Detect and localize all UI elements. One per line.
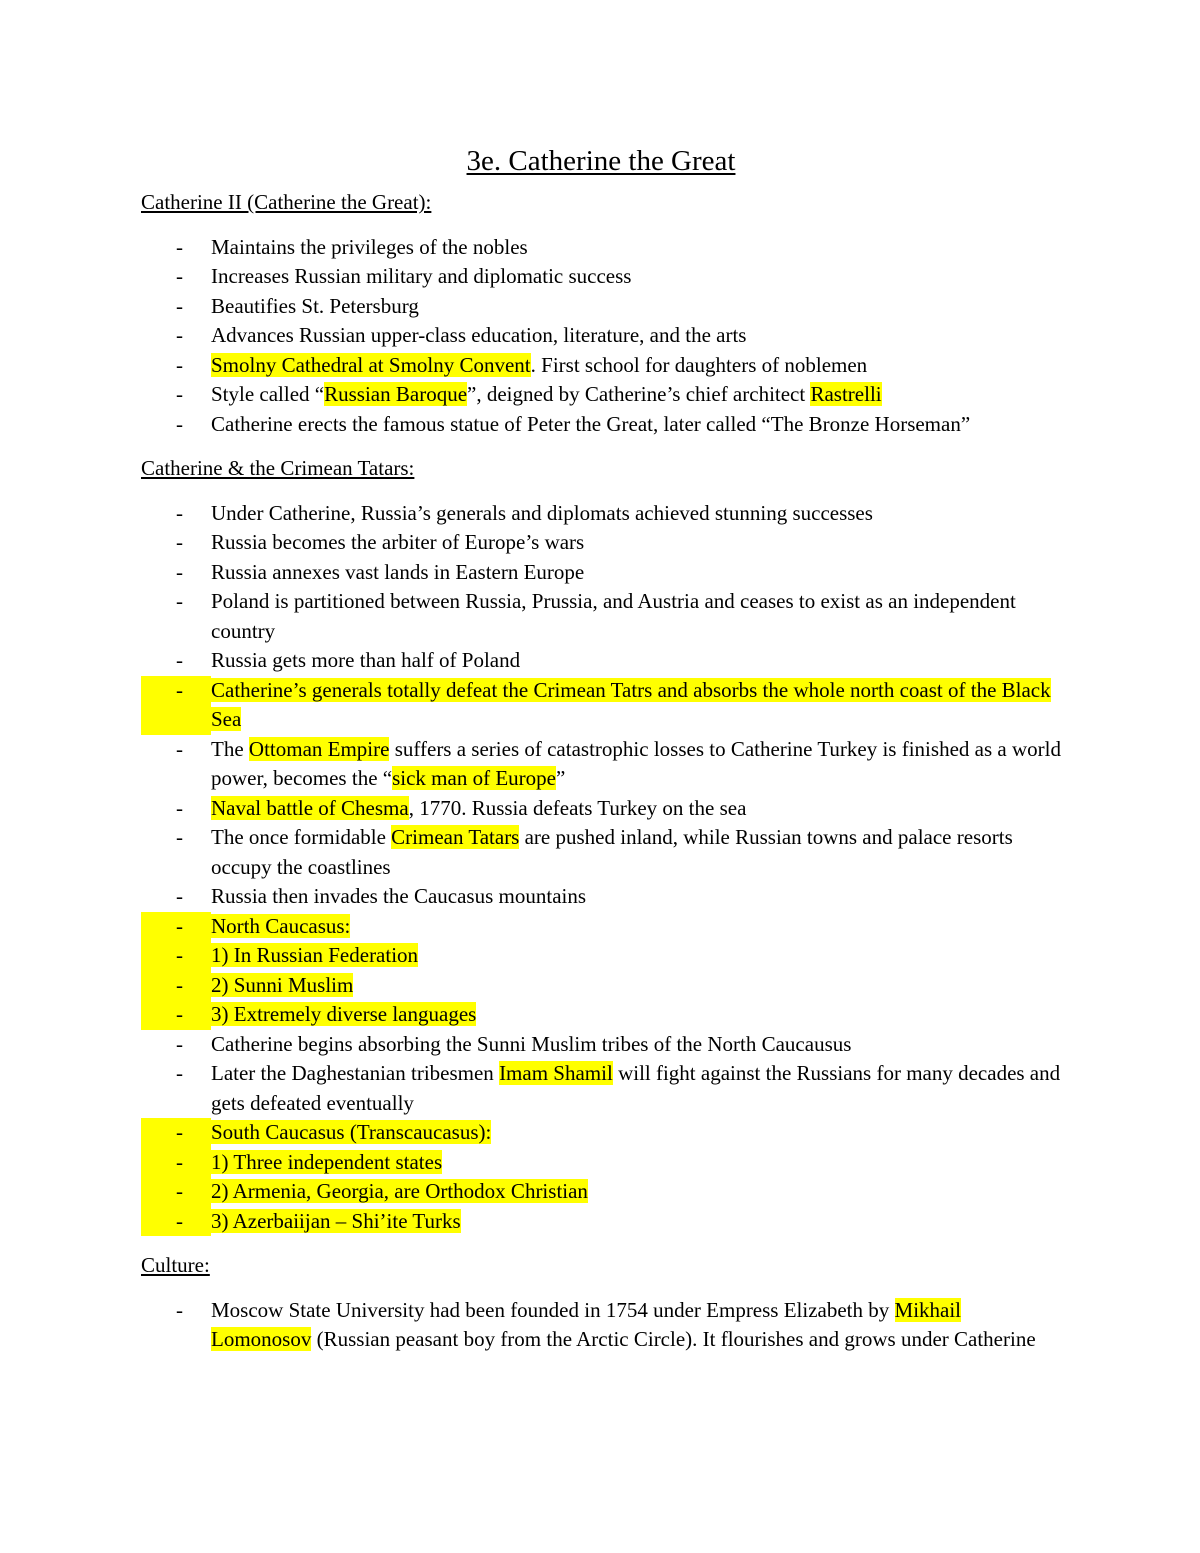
text-segment: Poland is partitioned between Russia, Prussia, and Austria and ceases to exist as an independent country <box>211 589 1016 643</box>
list-item-text <box>211 292 1061 322</box>
text-segment: Style called “ <box>211 382 325 406</box>
document-title: 3e. Catherine the Great <box>466 145 736 177</box>
text-segment: Later the Daghestanian tribesmen <box>211 1061 500 1085</box>
bullet-dash-icon: - <box>176 1031 183 1056</box>
list-item-text <box>211 321 1061 351</box>
bullet-dash-icon: - <box>176 589 183 613</box>
highlighted-text: 1) Three independent states <box>211 1149 443 1174</box>
list-item-text <box>211 823 1061 882</box>
bullet-list <box>141 499 1061 1237</box>
bullet-dash-icon: - <box>176 884 183 908</box>
text-segment: will fight against the Russians for many decades and gets defeated eventually <box>211 1061 1061 1115</box>
bullet-dash-icon: - <box>141 1148 211 1178</box>
text-segment: Russia annexes vast lands in Eastern Europe <box>211 559 585 584</box>
list-item <box>141 735 1061 794</box>
text-segment: ” <box>555 766 566 790</box>
sections-container <box>141 188 1061 1355</box>
bullet-dash-icon: - <box>176 234 183 259</box>
text-segment: Moscow State University had been founded in 1754 under Empress Elizabeth by <box>211 1297 895 1322</box>
text-segment: (Russian peasant boy from the Arctic Circle). It flourishes and grows under Catherine <box>311 1327 1036 1351</box>
list-item-text <box>211 1148 1061 1178</box>
list-item <box>141 971 1061 1001</box>
list-item <box>141 823 1061 882</box>
bullet-dash-icon: - <box>141 676 211 735</box>
list-item-text <box>211 587 1061 646</box>
bullet-dash-icon: - <box>176 411 183 436</box>
highlighted-text: Crimean Tatars <box>391 825 520 849</box>
bullet-dash-icon: - <box>141 1118 211 1148</box>
list-item <box>141 587 1061 646</box>
list-item-text <box>211 941 1061 971</box>
list-item <box>141 380 1061 410</box>
bullet-dash-icon: - <box>141 1177 211 1207</box>
section-heading: Catherine & the Crimean Tatars: <box>141 456 415 480</box>
text-segment: Russia becomes the arbiter of Europe’s wars <box>211 530 585 554</box>
bullet-dash-icon: - <box>141 971 211 1001</box>
list-item-text <box>211 735 1061 794</box>
list-item-text <box>211 676 1061 735</box>
list-item <box>141 1148 1061 1178</box>
highlighted-text: North Caucasus: <box>211 913 351 938</box>
list-item-text <box>211 1177 1061 1207</box>
list-item-text <box>211 1118 1061 1148</box>
highlighted-text: 3) Extremely diverse languages <box>211 1002 477 1026</box>
bullet-dash-icon: - <box>141 1207 211 1237</box>
list-item-text <box>211 558 1061 588</box>
list-item <box>141 262 1061 292</box>
text-segment: Beautifies St. Petersburg <box>211 293 419 318</box>
list-item-text <box>211 351 1061 381</box>
list-item-text <box>211 912 1061 942</box>
bullet-dash-icon: - <box>176 795 183 820</box>
bullet-dash-icon: - <box>176 352 183 377</box>
list-item-text <box>211 882 1061 912</box>
bullet-dash-icon: - <box>176 648 183 672</box>
bullet-dash-icon: - <box>176 736 183 761</box>
text-segment: The once formidable <box>211 825 392 849</box>
section <box>141 454 1061 1236</box>
highlighted-text: South Caucasus (Transcaucasus): <box>211 1120 492 1144</box>
list-item-text <box>211 233 1061 263</box>
section <box>141 188 1061 439</box>
highlighted-text: Mikhail Lomonosov <box>211 1297 962 1351</box>
list-item-text <box>211 794 1061 824</box>
list-item <box>141 1296 1061 1355</box>
bullet-dash-icon: - <box>141 912 211 942</box>
list-item-text <box>211 1030 1061 1060</box>
bullet-dash-icon: - <box>176 1297 183 1322</box>
text-segment: Maintains the privileges of the nobles <box>211 234 528 259</box>
list-item <box>141 499 1061 529</box>
highlighted-text: Imam Shamil <box>499 1061 613 1085</box>
list-item <box>141 882 1061 912</box>
bullet-dash-icon: - <box>141 1000 211 1030</box>
bullet-dash-icon: - <box>176 323 183 347</box>
list-item <box>141 410 1061 440</box>
section <box>141 1251 1061 1355</box>
highlighted-text: 2) Sunni Muslim <box>211 972 354 997</box>
highlighted-text: Ottoman Empire <box>248 736 390 761</box>
text-segment: Catherine erects the famous statue of Peter the Great, later called “The Bronze Horseman” <box>211 411 971 436</box>
list-item <box>141 1177 1061 1207</box>
bullet-dash-icon: - <box>176 264 183 288</box>
bullet-list <box>141 1296 1061 1355</box>
list-item <box>141 233 1061 263</box>
document-body <box>141 142 1061 1370</box>
text-segment: . First school for daughters of noblemen <box>530 352 868 377</box>
list-item <box>141 912 1061 942</box>
highlighted-text: sick man of Europe <box>392 766 556 790</box>
section-heading: Catherine II (Catherine the Great): <box>141 190 432 214</box>
text-segment: suffers a series of catastrophic losses to Catherine Turkey is finished as a world power, becomes the “ <box>211 736 1061 790</box>
list-item <box>141 292 1061 322</box>
list-item <box>141 794 1061 824</box>
text-segment: , 1770. Russia defeats Turkey on the sea <box>408 795 747 820</box>
highlighted-text: 3) Azerbaiijan – Shi’ite Turks <box>211 1208 461 1233</box>
bullet-dash-icon: - <box>176 500 183 525</box>
highlighted-text: Naval battle of Chesma <box>211 795 409 820</box>
highlighted-text: 2) Armenia, Georgia, are Orthodox Christian <box>211 1179 588 1203</box>
text-segment: Russia gets more than half of Poland <box>211 648 521 672</box>
highlighted-text: Russian Baroque <box>324 382 468 406</box>
highlighted-text: Smolny Cathedral at Smolny Convent <box>211 352 531 377</box>
bullet-dash-icon: - <box>141 941 211 971</box>
list-item <box>141 1059 1061 1118</box>
list-item <box>141 321 1061 351</box>
bullet-dash-icon: - <box>176 1061 183 1085</box>
highlighted-text: Rastrelli <box>810 382 882 406</box>
bullet-dash-icon: - <box>176 293 183 318</box>
list-item <box>141 558 1061 588</box>
list-item-text <box>211 528 1061 558</box>
list-item <box>141 941 1061 971</box>
text-segment: ”, deigned by Catherine’s chief architect <box>467 382 811 406</box>
list-item <box>141 676 1061 735</box>
highlighted-text: 1) In Russian Federation <box>211 943 419 967</box>
bullet-dash-icon: - <box>176 559 183 584</box>
list-item <box>141 646 1061 676</box>
list-item-text <box>211 646 1061 676</box>
text-segment: The <box>211 736 249 761</box>
list-item-text <box>211 499 1061 529</box>
text-segment: Advances Russian upper-class education, literature, and the arts <box>211 323 747 347</box>
list-item <box>141 1000 1061 1030</box>
list-item <box>141 1030 1061 1060</box>
text-segment: Russia then invades the Caucasus mountains <box>211 884 587 908</box>
list-item <box>141 351 1061 381</box>
text-segment: Catherine begins absorbing the Sunni Muslim tribes of the North Caucausus <box>211 1031 852 1056</box>
list-item <box>141 1118 1061 1148</box>
list-item-text <box>211 1207 1061 1237</box>
bullet-list <box>141 233 1061 440</box>
bullet-dash-icon: - <box>176 382 183 406</box>
list-item-text <box>211 1000 1061 1030</box>
highlighted-text: Catherine’s generals totally defeat the Crimean Tatrs and absorbs the whole north coast of the Black Sea <box>211 677 1051 731</box>
list-item <box>141 1207 1061 1237</box>
section-heading: Culture: <box>141 1253 210 1277</box>
list-item-text <box>211 971 1061 1001</box>
list-item-text <box>211 1296 1061 1355</box>
bullet-dash-icon: - <box>176 825 183 849</box>
text-segment: Under Catherine, Russia’s generals and diplomats achieved stunning successes <box>211 500 873 525</box>
list-item-text <box>211 380 1061 410</box>
list-item-text <box>211 1059 1061 1118</box>
list-item <box>141 528 1061 558</box>
text-segment: are pushed inland, while Russian towns and palace resorts occupy the coastlines <box>211 825 1013 879</box>
bullet-dash-icon: - <box>176 530 183 554</box>
list-item-text <box>211 262 1061 292</box>
list-item-text <box>211 410 1061 440</box>
text-segment: Increases Russian military and diplomatic success <box>211 264 632 288</box>
